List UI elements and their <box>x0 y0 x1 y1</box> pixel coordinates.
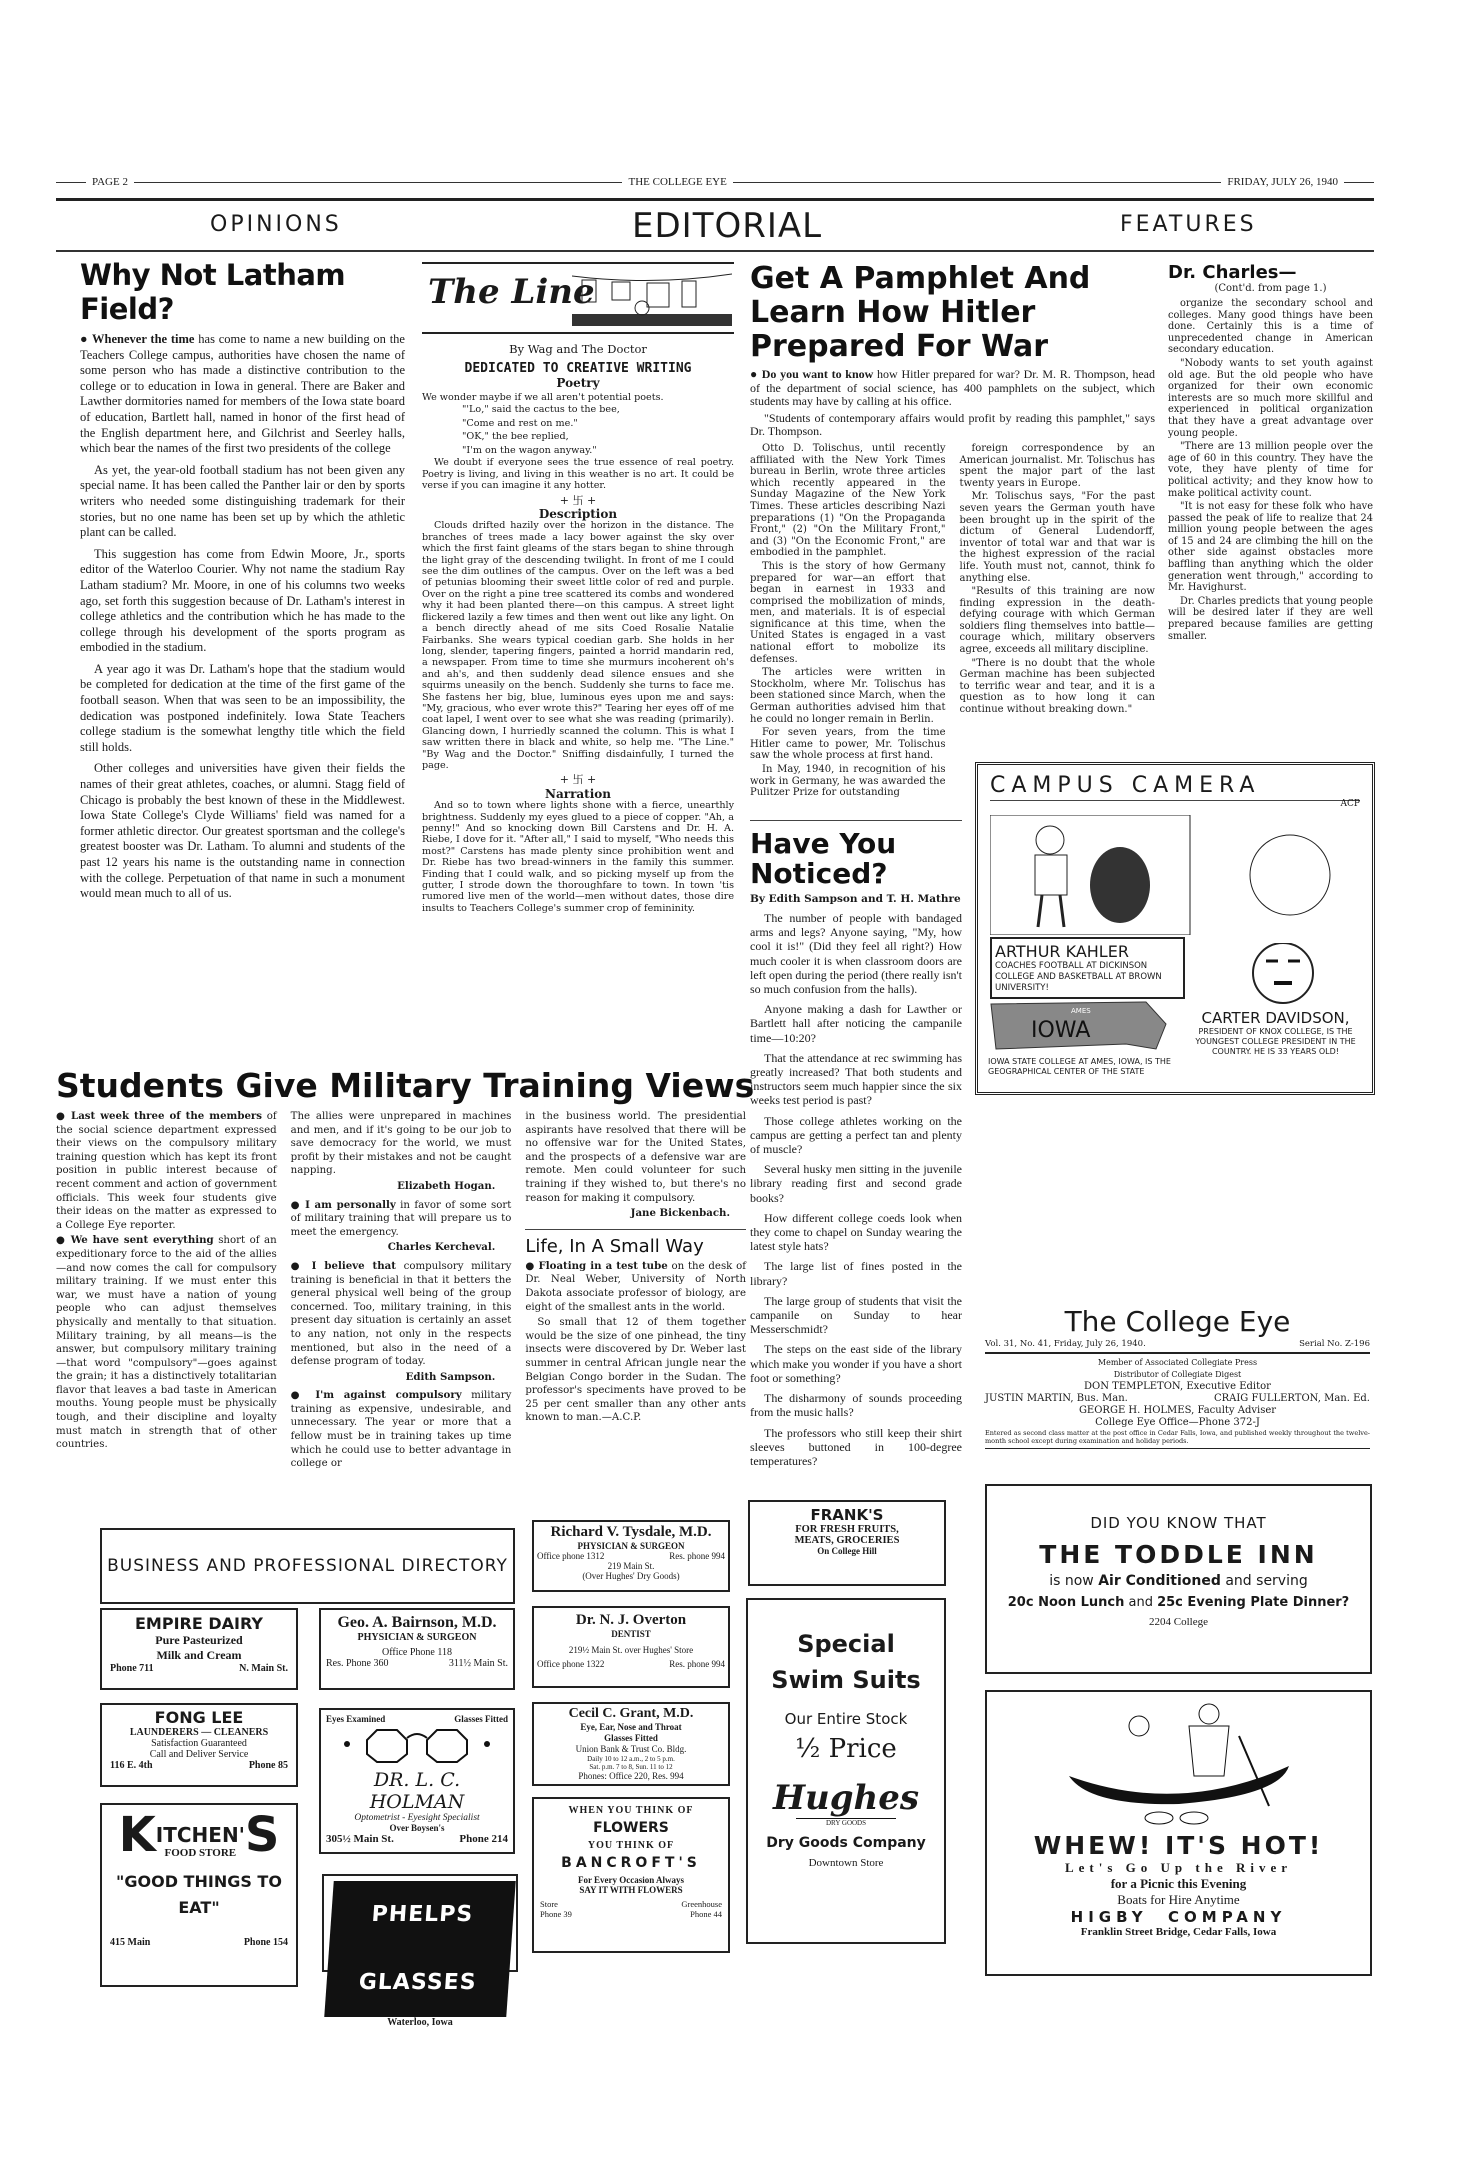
davidson-name: CARTER DAVIDSON, <box>1201 1009 1350 1027</box>
ad-line: Sat. p.m. 7 to 8, Sun. 11 to 12 <box>589 1763 673 1771</box>
text: in favor of some sort of military training that will prepare us to meet the emergency. <box>290 1199 512 1238</box>
ad-grant <box>532 1702 730 1786</box>
life-article-body <box>525 1260 746 1425</box>
paragraph: The number of people with bandaged arms and legs? Anyone saying, "My, how cool it is!" (Did they feel all right?) How much cooler it is when classroom doors are left open during the period (there really isn't so much confusion from the halls). <box>750 911 962 997</box>
charles-article <box>1168 262 1373 644</box>
ad-line: SAY IT WITH FLOWERS <box>579 1885 683 1895</box>
ad-phone: Phone 711 <box>110 1663 154 1674</box>
poem-line: "I'm on the wagon anyway." <box>462 444 597 456</box>
narration-heading: Narration <box>545 786 611 801</box>
iowa-label: IOWA <box>1031 1018 1091 1043</box>
paragraph: Anyone making a dash for Lawther or Bartlett hall after noticing the campanile time—10:20? <box>750 1002 962 1045</box>
logo-letter: K <box>118 1807 156 1863</box>
ad-line: Downtown Store <box>808 1857 884 1869</box>
football-cartoon-icon <box>990 815 1360 935</box>
paragraph: Otto D. Tolischus, until recently affiliated with the New York Times bureau in Berlin, wrote three articles which recently appeared in the Sunday Magazine of the New York Times. These articles describing Nazi preparations (1) "On the Propaganda Front," (2) "On the Military Front," and (3) "On the Economic Front," are embodied in the pamphlet. <box>750 442 946 559</box>
pamphlet-quote: "Students of contemporary affairs would profit by reading this pamphlet," says Dr. Thompson. <box>750 410 1155 439</box>
paragraph: ● Last week three of the members of the social science department expressed their views on the compulsory military training question which has kept its front position in public interest because of recent comment and action of government officials. This week four students give their ideas on the matter as expressed to a College Eye reporter. <box>56 1110 277 1231</box>
lead-in: I'm against compulsory <box>315 1389 462 1402</box>
paragraph: Mr. Tolischus says, "For the past seven years the German youth have been brought up in the spirit of the dictum of General Ludendorff, inventor of total war and that war is the highest expression of the racial life. Youth must not, cannot, think fo anything else. <box>959 491 1155 584</box>
paragraph: This suggestion has come from Edwin Moore, Jr., sports editor of the Waterloo Courier. Why not name the stadium Ray Latham stadium? Mr. Moore, in one of his columns two weeks ago, set forth this suggestion because of Dr. Latham's interest in college athletics and the contribution which he has made to the college through his development of the sports program as embodied in the stadium. <box>80 546 405 655</box>
divider <box>56 198 1374 201</box>
davidson-caption: PRESIDENT OF KNOX COLLEGE, IS THE YOUNGEST COLLEGE PRESIDENT IN THE COUNTRY. HE IS 33 YEARS OLD! <box>1195 1027 1356 1056</box>
lead-in: Whenever the time <box>92 332 195 346</box>
latham-article <box>80 258 405 908</box>
issue-date: FRIDAY, JULY 26, 1940 <box>1227 176 1338 188</box>
ad-address: 311½ Main St. <box>448 1658 508 1669</box>
ad-line: Pure Pasteurized <box>155 1633 243 1647</box>
ad-address: 2204 College <box>1149 1616 1208 1628</box>
directory-title: BUSINESS AND PROFESSIONAL DIRECTORY <box>107 1556 508 1576</box>
ad-phone: Phone 154 <box>243 1937 288 1948</box>
article-headline: Get A Pamphlet And Learn How Hitler Prepared For War <box>750 261 1091 364</box>
ad-line: Dry Goods Company <box>766 1835 926 1851</box>
paragraph: As yet, the year-old football stadium has not been given any special name. It has been called the Panther lair or den by sports writers who needed some distinguishing trademark for their stories, but no one name has been set up by which the athletic plant can be called. <box>80 462 405 540</box>
ad-text: and <box>1124 1595 1158 1610</box>
ad-address: 305½ Main St. <box>326 1833 394 1845</box>
ad-address: 219½ Main St. over Hughes' Store <box>568 1645 694 1655</box>
poem-line: "Come and rest on me." <box>462 417 578 429</box>
ad-hughes-swim-suits <box>746 1598 946 1944</box>
ad-line: Daily 10 to 12 a.m., 2 to 5 p.m. <box>587 1755 675 1763</box>
ad-line: Store <box>540 1899 558 1909</box>
ad-empire-dairy <box>100 1608 298 1690</box>
ad-name: EMPIRE DAIRY <box>135 1614 263 1633</box>
the-line-column <box>422 262 734 916</box>
ad-higby-company <box>985 1690 1372 1976</box>
hughes-logo: Hughes <box>772 1778 920 1818</box>
separator: + 卐 + <box>559 493 597 507</box>
ad-phone: Phone 39 <box>540 1909 572 1919</box>
ad-line: MEATS, GROCERIES <box>794 1535 900 1546</box>
ad-line: Call and Deliver Service <box>149 1749 249 1760</box>
ad-name: THE TODDLE INN <box>1039 1540 1318 1569</box>
article-body <box>1168 298 1373 642</box>
davidson-portrait-icon <box>1228 943 1338 1005</box>
poem-line: "'Lo," said the cactus to the bee, <box>462 404 620 416</box>
lead-in: Do you want to know <box>761 367 874 381</box>
kahler-caption-box <box>990 937 1185 999</box>
logo-letter: S <box>244 1807 280 1863</box>
ad-bancroft-flowers <box>532 1797 730 1953</box>
ad-franks <box>748 1500 946 1586</box>
ad-line: For Every Occasion Always <box>577 1875 685 1885</box>
lead-in: Floating in a test tube <box>538 1259 668 1272</box>
the-line-banner <box>422 262 734 334</box>
eyeglasses-icon <box>327 1724 507 1764</box>
ad-line: (Over Hughes' Dry Goods) <box>582 1571 680 1581</box>
divider <box>56 250 1374 252</box>
life-headline: Life, In A Small Way <box>525 1235 704 1257</box>
ad-name: FRANK'S <box>810 1506 884 1524</box>
paragraph: "There are 13 million people over the age of 60 in this country. They have the vote, they have plenty of time for political activity; and they know how to make political activity count. <box>1168 441 1373 499</box>
narration-text: And so to town where lights shone with a fierce, unearthly brightness. Suddenly my eyes glued to a piece of copper. "Ah, a penny!" And so knocking down Bill Carstens and Dr. H. A. Riebe, I dove for it. "After all," I said to myself, "Who needs this most?" Carstens has made plenty since prohibition went and Dr. Riebe has two bread-winners in the family this summer. Finding that I could walk, and so picking myself up from the gutter, I strode down the thoroughfare to town. In town 'tis rumored live men of the world—men without dates, those dire insults to Teachers College's summer crop of femininity. <box>422 800 734 914</box>
paragraph: "It is not easy for these folk who have passed the peak of life to realize that 24 million young people between the ages of 15 and 24 are climbing the hill on the other side against obstacles more baffling than anything which the older generation went through," according to Mr. Havighurst. <box>1168 501 1373 594</box>
ad-phone: Office phone 1322 <box>537 1659 605 1669</box>
paragraph-text: of the social science department expressed their views on the compulsory military training question which has kept its front position in public interest because of recent comment and action of government officials. This week four students give their ideas on the matter as expressed to a College Eye reporter. <box>56 1111 277 1231</box>
ad-line: PHYSICIAN & SURGEON <box>357 1632 477 1643</box>
ad-phone: Res. Phone 360 <box>326 1658 389 1669</box>
paragraph: foreign correspondence by an American journalist. Mr. Tolischus has spent the major part of the last twenty years in Europe. <box>959 442 1155 489</box>
ad-line: WHEN YOU THINK OF <box>568 1805 694 1816</box>
directory-banner <box>100 1528 515 1604</box>
separator: + 卐 + <box>559 773 597 787</box>
ad-line: FOR FRESH FRUITS, <box>795 1524 899 1535</box>
pamphlet-column-1 <box>750 443 946 801</box>
ad-line: DENTIST <box>611 1629 651 1639</box>
phelps-logo: PHELPS GLASSES <box>324 1881 516 2017</box>
paragraph: organize the secondary school and colleges. Many good things have been done. Certainly this is a time of unprecedented change in American secondary education. <box>1168 298 1373 356</box>
poetry-heading: Poetry <box>556 376 600 390</box>
volume-info: Vol. 31, No. 41, Friday, July 26, 1940. <box>985 1339 1146 1349</box>
ad-line: Greenhouse <box>681 1899 722 1909</box>
lead-in: We have sent everything <box>70 1234 214 1247</box>
iowa-map-icon <box>986 999 1176 1055</box>
article-headline: Students Give Military Training Views <box>56 1066 755 1105</box>
ad-tysdale <box>532 1520 730 1592</box>
paper-name: THE COLLEGE EYE <box>628 176 727 188</box>
ad-headline: WHEW! IT'S HOT! <box>1033 1831 1324 1860</box>
paragraph: The professors who still keep their shirt sleeves buttoned in 100-degree temperatures? <box>750 1425 962 1468</box>
ad-line: FLOWERS <box>593 1820 669 1836</box>
faculty-adviser: GEORGE H. HOLMES, Faculty Adviser <box>1078 1405 1277 1416</box>
ad-text: Air Conditioned <box>1098 1573 1221 1589</box>
kitchen-logo <box>110 1807 288 1863</box>
ad-phone: Office phone 1312 <box>537 1551 605 1561</box>
byline: By Wag and The Doctor <box>509 342 647 356</box>
lead-in: Last week three of the members <box>71 1110 263 1122</box>
ad-text: is now <box>1049 1573 1099 1589</box>
ad-line: YOU THINK OF <box>587 1840 675 1851</box>
article-headline: Dr. Charles— <box>1168 262 1297 283</box>
kahler-caption: COACHES FOOTBALL AT DICKINSON COLLEGE AND BASKETBALL AT BROWN UNIVERSITY! <box>995 961 1162 993</box>
ad-line: Eyes Examined <box>326 1714 386 1724</box>
description-heading: Description <box>538 507 618 522</box>
signature: Elizabeth Hogan. <box>397 1179 496 1192</box>
military-column-1 <box>56 1110 277 1473</box>
hughes-logo-sub: DRY GOODS <box>796 1818 896 1827</box>
ad-address: Waterloo, Iowa <box>387 2017 453 2028</box>
continued-note: (Cont'd. from page 1.) <box>1214 283 1327 294</box>
paragraph: For seven years, from the time Hitler came to power, Mr. Tolischus saw the whole process at first hand. <box>750 727 946 762</box>
ad-phone: Res. phone 994 <box>669 1659 725 1669</box>
logo-text: ITCHEN' <box>155 1823 245 1847</box>
ad-address: 219 Main St. <box>607 1561 655 1571</box>
ad-text: 25c Evening Plate Dinner? <box>1157 1595 1350 1610</box>
paragraph: So small that 12 of them together would be the size of one pinhead, the tiny insects were discovered by Dr. Weber last summer in central African jungle near the Belgian Congo border in the Sudan. The professor's speciments have proved to be 25 per cent smaller than any other ants known to man.—A.C.P. <box>525 1317 747 1424</box>
ad-name: Geo. A. Bairnson, M.D. <box>337 1614 497 1631</box>
ad-fong-lee <box>100 1703 298 1787</box>
lead-in: I believe that <box>311 1259 396 1272</box>
ad-line: Over Boysen's <box>389 1823 445 1833</box>
paragraph-text: on the desk of Dr. Neal Weber, University of North Dakota associate professor of biology, are eight of the smallest ants in the world. <box>525 1260 747 1313</box>
ad-line: Milk and Cream <box>156 1648 242 1662</box>
ad-line: for a Picnic this Evening <box>1110 1876 1247 1891</box>
masthead <box>985 1306 1370 1449</box>
paragraph: ● Whenever the time has come to name a new building on the Teachers College campus, authorities have chosen the name of some person who has made a distinctive contribution to the college or to education in Iowa in general. There are Baker and Lawther dormitories named for members of the Iowa state board of education, Bartlett hall, named in honor of the first head of the English department here, and Gilchrist and Seerley halls, which bear the names of the first two presidents of the college <box>80 332 405 456</box>
business-manager: JUSTIN MARTIN, Bus. Man. <box>985 1393 1128 1404</box>
paragraph: Dr. Charles predicts that young people will be desired later if they are well prepared because families are getting smaller. <box>1168 595 1373 642</box>
ad-slogan: "GOOD THINGS TO EAT" <box>116 1872 282 1917</box>
dedication-heading: DEDICATED TO CREATIVE WRITING <box>464 361 692 376</box>
ad-line: Office Phone 118 <box>382 1647 452 1658</box>
distributor: Distributor of Collegiate Digest <box>1113 1370 1242 1379</box>
ad-line: Eye, Ear, Nose and Throat <box>580 1722 682 1732</box>
acp-member: Member of Associated Collegiate Press <box>1097 1358 1258 1367</box>
ad-line: On College Hill <box>817 1546 877 1556</box>
description-text: Clouds drifted hazily over the horizon in the distance. The branches of trees made a lacy bower against the sky over which the first faint gleams of the stars began to shine through the light gray of the descending twilight. In front of me I could see the dim outlines of the campus. Over on the left was a bed of petunias blooming their sweet little color of red and purple. Over on the right a pine tree scattered its combs and wondered why it had been planted there—on this campus. A street light flickered lazily a few times and then went out like any light. On a bench directly ahead of me sits Coed Rosalie Natalie Fairbanks. She wears typical coedian garb. She holds in her long, slender, tapering fingers, painted a horrid mandarin red, a newspaper. From time to time she murmurs incoherent oh's and ah's, and then suddenly dead silence ensues and she squirms uneasily on the bench. Suddenly she turns to face me. She fastens her big, blue, luminous eyes upon me and says: "My, gracious, who ever wrote this?" Tearing her eyes off of me coat lapel, I went over to see what she was reading (primarily). Glancing down, I hurriedly scanned the column. This is what I saw written there in black and white, so help me. "The Line." "By Wag and the Doctor." Sniffing disdainfully, I turned the page. <box>422 520 734 771</box>
military-column-3 <box>525 1110 746 1473</box>
ad-kitchens-food-store <box>100 1803 298 1987</box>
paragraph: Other colleges and universities have given their fields the names of their great athletes, coaches, or alumni. Stagg field of Chicago is probably the best known of these in the Middlewest. Iowa State College's Clyde Williams' field was named for a former athletic director. Our greatest sportsman and the college's greatest booster was Dr. Latham. To alumni and students of the past 12 years his name is the outstanding name in connection with the college. Perpetuation of that name in such a monument would mean much to all of us. <box>80 761 405 901</box>
paragraph: The articles were written in Stockholm, where Mr. Tolischus has been stationed since March, when the German authorities advised him that he could no longer remain in Berlin. <box>750 667 946 725</box>
executive-editor: DON TEMPLETON, Executive Editor <box>1084 1381 1271 1392</box>
page-number: PAGE 2 <box>92 176 128 188</box>
ad-line: Boats for Hire Anytime <box>1117 1892 1240 1907</box>
section-editorial: EDITORIAL <box>632 206 823 246</box>
ad-name: Cecil C. Grant, M.D. <box>568 1706 694 1721</box>
poem-line: "OK," the bee replied, <box>462 431 569 443</box>
ad-address: N. Main St. <box>239 1663 288 1674</box>
ad-phone: Phones: Office 220, Res. 994 <box>578 1771 684 1781</box>
lead-in: I am personally <box>305 1198 396 1211</box>
clothesline-illustration-icon <box>572 268 732 328</box>
pamphlet-intro: ● Do you want to know how Hitler prepared for war? Dr. M. R. Thompson, head of the department of social science, has 400 pamphlets on the subject, which students may have by calling at his office. <box>750 367 1155 409</box>
ad-name: BANCROFT'S <box>561 1855 701 1871</box>
poetry-intro: We wonder maybe if we all aren't potential poets. <box>422 392 664 403</box>
ad-line: Let's Go Up the River <box>1064 1860 1293 1875</box>
managing-editor: CRAIG FULLERTON, Man. Ed. <box>1213 1393 1370 1404</box>
ad-price: ½ Price <box>795 1734 897 1764</box>
pamphlet-article <box>750 262 1155 801</box>
paragraph: A year ago it was Dr. Latham's hope that the stadium would be completed for dedication at the time of the first game of the football season. When that was seen to be an impossibility, the dedication was postponed indefinitely. Iowa State Teachers college stadium is the somewhat lengthy title which the field still holds. <box>80 661 405 754</box>
article-body <box>750 911 962 1468</box>
noticed-article <box>750 820 962 1474</box>
ad-name: Dr. N. J. Overton <box>575 1612 687 1628</box>
ad-phone: Phone 85 <box>248 1760 288 1771</box>
paragraph: The large group of students that visit the campanile on Sunday to hear Messerschmidt? <box>750 1293 962 1337</box>
paragraph-text: short of an expeditionary force to the aid of the allies—and now comes the call for compulsory military training. If we must enter this war, we must have a nation of young people who can adjust themselves physically and mentally to that situation. Military training, by all means—is the answer, but compulsory military training—that word "compulsory"—goes against the grain; it has a distinctively totalitarian flavor that leaves a bad taste in American mouths. Young people must be physically tough, and their discipline and loyalty must match in strength that of other countries. <box>56 1235 277 1451</box>
ad-line: Swim Suits <box>771 1666 921 1694</box>
ad-holman <box>319 1708 515 1854</box>
paragraph: "There is no doubt that the whole German machine has been subjected to terrific wear and tear, and it is a question as to how long it can continue without breaking down." <box>959 657 1155 716</box>
ad-line: Glasses Fitted <box>454 1714 508 1724</box>
intro-text: how Hitler prepared for war? Dr. M. R. Thompson, head of the department of social science, has 400 pamphlets on the subject, which students may have by calling at his office. <box>750 367 1155 409</box>
credit: ACP <box>1340 799 1360 809</box>
section-opinions: OPINIONS <box>210 212 342 237</box>
ad-address: 116 E. 4th <box>110 1760 153 1771</box>
military-column-2 <box>291 1110 512 1473</box>
ad-line: Optometrist - Eyesight Specialist <box>354 1813 480 1823</box>
text: compulsory military training is beneficial in that it betters the general physical well being of the group concerned. Too, military training, in this present day situation is certainly an asset to any nation, not only in the respects mentioned, but also in the need of a defense program of today. <box>290 1260 512 1368</box>
signature: Charles Kercheval. <box>387 1241 496 1254</box>
poetry-close: We doubt if everyone sees the true essence of real poetry. Poetry is living, and living in this weather is no art. It could be verse if you can imagine it any hotter. <box>422 457 734 492</box>
paragraph: "Results of this training are now finding expression in the death-defying courage with which German soldiers fling themselves into battle—courage which, military observers agree, exceeds all military discipline. <box>959 586 1155 656</box>
ad-overton <box>532 1606 730 1688</box>
military-article <box>56 1066 755 1473</box>
paragraph: in the business world. The presidential aspirants have resolved that there will be no offensive war for the United States, and the prospects of a defensive war are remote. Men could volunteer for such training if they wished to, but there's no reason for making it compulsory. <box>525 1111 747 1204</box>
paragraph: The disharmony of sounds proceeding from the music halls? <box>750 1391 962 1420</box>
folio-line <box>56 176 1374 188</box>
article-headline: Have You Noticed? <box>750 827 897 890</box>
paragraph: That the attendance at rec swimming has greatly increased? That both students and instructors seem much happier since the six weeks test period is past? <box>750 1050 962 1108</box>
article-headline: Why Not Latham Field? <box>80 258 346 326</box>
the-line-logo: The Line <box>428 272 595 312</box>
paragraph: ● We have sent everything short of an expeditionary force to the aid of the allies—and now comes the call for compulsory military training. If we must enter this war, we must have a nation of young people who can adjust themselves physically and mentally to that situation. Military training, by all means—is the answer, but compulsory military training—that word "compulsory"—goes against the grain; it has a distinctively totalitarian flavor that leaves a bad taste in American mouths. Young people must be physically tough, and their discipline and loyalty must match in strength that of other countries. <box>56 1234 277 1451</box>
paragraph: ● I'm against compulsory military training as expensive, undesirable, and unnecessary. The year or more that a fellow must be in training takes up time which he could use to better advantage in college or <box>290 1389 512 1470</box>
ad-address: Franklin Street Bridge, Cedar Falls, Iowa <box>1080 1926 1277 1938</box>
canoe-illustration-icon <box>1049 1696 1309 1826</box>
kahler-name: ARTHUR KAHLER <box>995 942 1129 961</box>
ad-line: Our Entire Stock <box>784 1710 908 1728</box>
paragraph: The allies were unprepared in machines and men, and if it's going to be our job to save democracy for the world, we must profit by their mistakes and not be caught napping. <box>290 1111 512 1177</box>
paragraph: The steps on the east side of the library which make you wonder if you have a short foot or something? <box>750 1342 962 1385</box>
ad-toddle-inn <box>985 1484 1372 1674</box>
ad-line: Satisfaction Guaranteed <box>151 1738 247 1749</box>
ad-name: HIGBY COMPANY <box>1070 1908 1287 1926</box>
entry-notice: Entered as second class matter at the post office in Cedar Falls, Iowa, and published weekly throughout the twelve-month school except during examination and holiday periods. <box>985 1429 1370 1449</box>
ad-address: 415 Main <box>110 1937 151 1948</box>
ad-name: FONG LEE <box>154 1708 244 1727</box>
paragraph: "Nobody wants to set youth against old age. But the old people who have organized for their own economic interests are so much more skillful and experienced in political organization that they have a great advantage over young people. <box>1168 357 1373 439</box>
davidson-caption-block <box>1183 1009 1368 1057</box>
ad-name: DR. L. C. HOLMAN <box>369 1769 465 1813</box>
paragraph: ● Floating in a test tube on the desk of Dr. Neal Weber, University of North Dakota associate professor of biology, are eight of the smallest ants in the world. <box>525 1259 747 1313</box>
paragraph: Those college athletes working on the campus are getting a perfect tan and plenty of muscle? <box>750 1113 962 1157</box>
iowa-caption: IOWA STATE COLLEGE AT AMES, IOWA, IS THE GEOGRAPHICAL CENTER OF THE STATE <box>988 1057 1171 1076</box>
pamphlet-column-2 <box>960 443 1156 801</box>
ad-name: Richard V. Tysdale, M.D. <box>550 1524 712 1540</box>
paragraph: This is the story of how Germany prepared for war—an effort that began in earnest in 1933 and comprised the mobilization of minds, men, and materials. It is of especial significance at this time, when the United States is engaged in a vast national effort to mobolize its defenses. <box>750 560 946 665</box>
ames-label: AMES <box>1071 1007 1091 1015</box>
paragraph: The large list of fines posted in the library? <box>750 1259 962 1288</box>
ad-bairnson <box>319 1608 515 1690</box>
paragraph-text: has come to name a new building on the Teachers College campus, authorities have chosen the name of some person who has made a distinctive contribution to the college or to education in Iowa in general. There are Baker and Lawther dormitories named for members of the Iowa state board of education, Bartlett hall, named in honor of the first head of the English department here, and Gilchrist and Seerley halls, which bear the names of the first two presidents of the college <box>80 332 405 456</box>
office-phone: College Eye Office—Phone 372-J <box>1095 1417 1260 1428</box>
paragraph: How different college coeds look when they come to chapel on Sunday wearing the latest style hats? <box>750 1210 962 1254</box>
ad-text: and serving <box>1220 1573 1308 1589</box>
section-features: FEATURES <box>1120 212 1257 237</box>
signature: Edith Sampson. <box>405 1370 496 1383</box>
serial-number: Serial No. Z-196 <box>1299 1339 1370 1349</box>
paragraph: ● I am personally in favor of some sort of military training that will prepare us to meet the emergency. <box>290 1198 512 1238</box>
logo-sub: FOOD STORE <box>164 1847 237 1859</box>
byline: By Edith Sampson and T. H. Mathre <box>750 893 961 905</box>
paragraph: Several husky men sitting in the juvenile library reading first and second grade books? <box>750 1162 962 1205</box>
ad-line: Union Bank & Trust Co. Bldg. <box>575 1744 687 1754</box>
ad-text: 20c Noon Lunch <box>1007 1595 1125 1610</box>
ad-line: LAUNDERERS — CLEANERS <box>129 1727 269 1738</box>
masthead-title: The College Eye <box>1064 1305 1291 1338</box>
text: military training as expensive, undesirable, and unnecessary. The year or more that a fellow must be in training takes up time which he could use to better advantage in college or <box>290 1390 512 1470</box>
ad-line: Special <box>797 1630 895 1658</box>
ad-phone: Res. phone 994 <box>669 1551 725 1561</box>
ad-phone: Phone 44 <box>690 1909 722 1919</box>
ad-line: PHYSICIAN & SURGEON <box>577 1541 685 1551</box>
article-body <box>80 332 405 902</box>
paragraph: ● I believe that compulsory military training is beneficial in that it betters the general physical well being of the group concerned. Too, military training, in this present day situation is certainly an asset to any nation, not only in the respects mentioned, but also in the need of a defense program of today. <box>290 1259 512 1368</box>
poem <box>422 403 734 457</box>
signature: Jane Bickenbach. <box>630 1207 731 1220</box>
ad-line: Glasses Fitted <box>604 1733 658 1743</box>
ad-phone: Phone 214 <box>459 1833 508 1845</box>
ad-line: DID YOU KNOW THAT <box>1090 1514 1267 1532</box>
paragraph: In May, 1940, in recognition of his work in Germany, he was awarded the Pulitzer Prize for outstanding <box>750 764 946 799</box>
feature-title: CAMPUS CAMERA <box>990 773 1261 798</box>
campus-camera-feature <box>975 762 1375 1095</box>
ad-phelps-glasses <box>322 1874 518 2028</box>
